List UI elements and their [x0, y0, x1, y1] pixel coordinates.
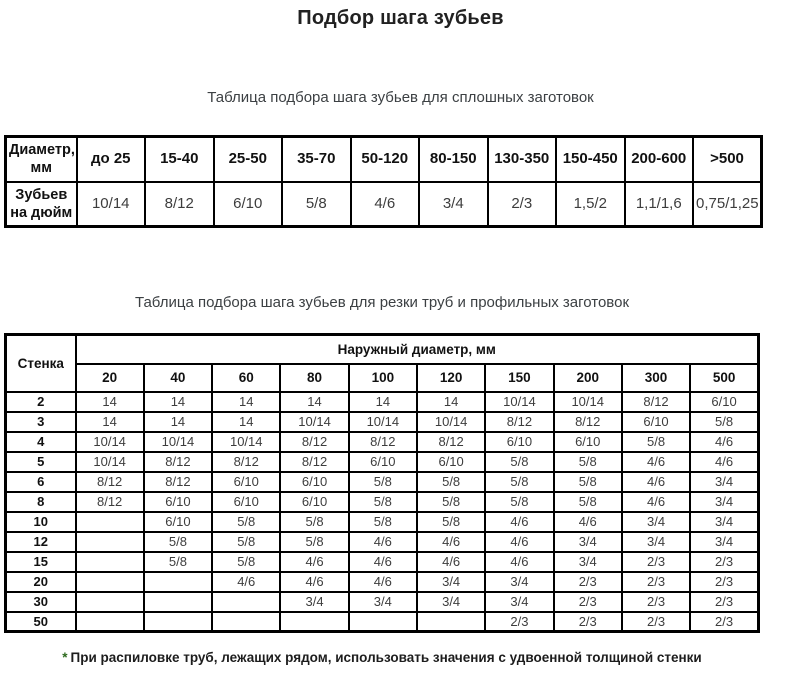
- outer-diameter-group-header: Наружный диаметр, мм: [76, 335, 759, 364]
- pitch-value-cell: 5/8: [554, 472, 622, 492]
- tpi-value-cell: 0,75/1,25: [693, 182, 762, 227]
- tpi-value-cell: 3/4: [419, 182, 488, 227]
- outer-diameter-header: 200: [554, 364, 622, 392]
- footnote: [0, 650, 764, 665]
- pitch-value-cell: 8/12: [76, 492, 144, 512]
- pitch-value-cell: 5/8: [280, 512, 348, 532]
- pitch-value-cell: 6/10: [349, 452, 417, 472]
- diameter-range-header: 25-50: [214, 137, 283, 182]
- pitch-value-cell: 5/8: [554, 452, 622, 472]
- pitch-value-cell: 3/4: [485, 592, 553, 612]
- pitch-value-cell: 10/14: [554, 392, 622, 412]
- footnote-text: При распиловке труб, лежащих рядом, использовать значения с удвоенной толщиной стенки: [70, 650, 702, 665]
- table-row: [6, 612, 759, 632]
- pitch-value-cell: 4/6: [690, 452, 758, 472]
- diameter-range-header: 35-70: [282, 137, 351, 182]
- pitch-value-cell: 2/3: [554, 572, 622, 592]
- table-row: [6, 552, 759, 572]
- pitch-value-cell: 5/8: [417, 492, 485, 512]
- tpi-value-cell: 8/12: [145, 182, 214, 227]
- table-row: [6, 592, 759, 612]
- pitch-value-cell: 2/3: [622, 592, 690, 612]
- pipe-profile-table: [4, 333, 760, 633]
- outer-diameter-header: 150: [485, 364, 553, 392]
- pitch-value-cell: 6/10: [554, 432, 622, 452]
- pitch-value-cell: 6/10: [280, 472, 348, 492]
- pitch-value-cell: 5/8: [622, 432, 690, 452]
- pitch-value-cell: 6/10: [485, 432, 553, 452]
- outer-diameter-header: 300: [622, 364, 690, 392]
- pitch-value-cell: 4/6: [280, 552, 348, 572]
- pitch-value-cell: 4/6: [349, 572, 417, 592]
- wall-thickness-cell: 50: [6, 612, 76, 632]
- outer-diameter-header: 120: [417, 364, 485, 392]
- pitch-value-cell: 3/4: [554, 532, 622, 552]
- pitch-value-cell: [144, 572, 212, 592]
- pitch-value-cell: 2/3: [690, 612, 758, 632]
- pitch-value-cell: 2/3: [622, 572, 690, 592]
- pitch-value-cell: 4/6: [622, 452, 690, 472]
- pitch-value-cell: 5/8: [485, 452, 553, 472]
- wall-thickness-cell: 20: [6, 572, 76, 592]
- pitch-value-cell: 3/4: [690, 492, 758, 512]
- pitch-value-cell: 4/6: [690, 432, 758, 452]
- pitch-value-cell: 4/6: [417, 532, 485, 552]
- pitch-value-cell: 8/12: [212, 452, 280, 472]
- pitch-value-cell: 14: [212, 392, 280, 412]
- pitch-value-cell: 10/14: [76, 452, 144, 472]
- tpi-value-cell: 4/6: [351, 182, 420, 227]
- pitch-value-cell: 8/12: [417, 432, 485, 452]
- diameter-range-header: 130-350: [488, 137, 557, 182]
- pitch-value-cell: 5/8: [349, 472, 417, 492]
- pitch-value-cell: 4/6: [622, 492, 690, 512]
- pitch-value-cell: 5/8: [212, 552, 280, 572]
- pitch-value-cell: 5/8: [349, 512, 417, 532]
- pitch-value-cell: 6/10: [144, 492, 212, 512]
- wall-thickness-cell: 30: [6, 592, 76, 612]
- pitch-value-cell: 14: [417, 392, 485, 412]
- pitch-value-cell: 2/3: [622, 552, 690, 572]
- table-row: [6, 492, 759, 512]
- diameter-range-header: 150-450: [556, 137, 625, 182]
- pitch-value-cell: 5/8: [485, 492, 553, 512]
- diameter-range-header: 15-40: [145, 137, 214, 182]
- pitch-value-cell: 3/4: [280, 592, 348, 612]
- table-row: [6, 335, 759, 364]
- pitch-value-cell: [212, 612, 280, 632]
- pitch-value-cell: 4/6: [349, 532, 417, 552]
- pitch-value-cell: 2/3: [690, 592, 758, 612]
- pitch-value-cell: 4/6: [554, 512, 622, 532]
- pitch-value-cell: 4/6: [622, 472, 690, 492]
- pitch-value-cell: 5/8: [485, 472, 553, 492]
- table-row: [6, 412, 759, 432]
- pitch-value-cell: 6/10: [622, 412, 690, 432]
- pitch-value-cell: 10/14: [212, 432, 280, 452]
- pitch-value-cell: 8/12: [485, 412, 553, 432]
- pitch-value-cell: 5/8: [212, 532, 280, 552]
- pitch-value-cell: 6/10: [417, 452, 485, 472]
- pitch-value-cell: 8/12: [280, 432, 348, 452]
- pitch-value-cell: 10/14: [280, 412, 348, 432]
- wall-thickness-cell: 10: [6, 512, 76, 532]
- pitch-value-cell: 3/4: [349, 592, 417, 612]
- pitch-value-cell: 2/3: [690, 552, 758, 572]
- pitch-value-cell: 8/12: [622, 392, 690, 412]
- diameter-range-header: >500: [693, 137, 762, 182]
- pitch-value-cell: 14: [280, 392, 348, 412]
- wall-thickness-cell: 15: [6, 552, 76, 572]
- tpi-value-cell: 6/10: [214, 182, 283, 227]
- pitch-value-cell: 4/6: [417, 552, 485, 572]
- tpi-value-cell: 10/14: [77, 182, 146, 227]
- outer-diameter-header: 20: [76, 364, 144, 392]
- outer-diameter-header: 80: [280, 364, 348, 392]
- wall-thickness-cell: 3: [6, 412, 76, 432]
- table-row: [6, 452, 759, 472]
- pitch-value-cell: 2/3: [690, 572, 758, 592]
- solid-stock-table: [4, 135, 763, 228]
- pitch-value-cell: 8/12: [144, 472, 212, 492]
- table1-caption: Таблица подбора шага зубьев для сплошных заготовок: [207, 89, 594, 106]
- pitch-value-cell: 14: [349, 392, 417, 412]
- diameter-row-header: Диаметр, мм: [6, 137, 77, 182]
- pitch-value-cell: 3/4: [622, 512, 690, 532]
- pitch-value-cell: [76, 612, 144, 632]
- pitch-value-cell: 8/12: [144, 452, 212, 472]
- diameter-range-header: 200-600: [625, 137, 694, 182]
- diameter-range-header: 50-120: [351, 137, 420, 182]
- pitch-value-cell: 14: [76, 412, 144, 432]
- table-row: [6, 432, 759, 452]
- pitch-value-cell: 6/10: [144, 512, 212, 532]
- pitch-value-cell: [76, 592, 144, 612]
- table2-caption: Таблица подбора шага зубьев для резки труб и профильных заготовок: [134, 294, 630, 311]
- pitch-value-cell: 3/4: [622, 532, 690, 552]
- wall-column-header: Стенка: [6, 335, 76, 392]
- pitch-value-cell: 8/12: [280, 452, 348, 472]
- pitch-value-cell: 8/12: [554, 412, 622, 432]
- pitch-value-cell: 5/8: [690, 412, 758, 432]
- outer-diameter-header: 100: [349, 364, 417, 392]
- pitch-value-cell: 5/8: [417, 512, 485, 532]
- table-row: [6, 137, 762, 182]
- pitch-value-cell: 6/10: [212, 472, 280, 492]
- pitch-value-cell: 4/6: [485, 552, 553, 572]
- table-row: [6, 472, 759, 492]
- table-row: [6, 182, 762, 227]
- pitch-value-cell: [417, 612, 485, 632]
- pitch-value-cell: 2/3: [554, 612, 622, 632]
- pitch-value-cell: 2/3: [485, 612, 553, 632]
- diameter-range-header: до 25: [77, 137, 146, 182]
- pitch-value-cell: 5/8: [144, 532, 212, 552]
- pitch-value-cell: 10/14: [485, 392, 553, 412]
- outer-diameter-header: 60: [212, 364, 280, 392]
- pitch-value-cell: [76, 512, 144, 532]
- pitch-value-cell: 4/6: [485, 512, 553, 532]
- tpi-value-cell: 5/8: [282, 182, 351, 227]
- pitch-value-cell: 5/8: [349, 492, 417, 512]
- tpi-value-cell: 2/3: [488, 182, 557, 227]
- pitch-value-cell: 3/4: [690, 532, 758, 552]
- pitch-value-cell: 10/14: [144, 432, 212, 452]
- pitch-value-cell: 3/4: [554, 552, 622, 572]
- pitch-value-cell: 6/10: [280, 492, 348, 512]
- pitch-value-cell: 3/4: [417, 592, 485, 612]
- pitch-value-cell: 10/14: [417, 412, 485, 432]
- pitch-value-cell: 8/12: [76, 472, 144, 492]
- wall-thickness-cell: 5: [6, 452, 76, 472]
- pitch-value-cell: 2/3: [554, 592, 622, 612]
- pitch-value-cell: 14: [144, 392, 212, 412]
- pitch-value-cell: 14: [76, 392, 144, 412]
- pitch-value-cell: [76, 552, 144, 572]
- pitch-value-cell: [349, 612, 417, 632]
- outer-diameter-header: 500: [690, 364, 758, 392]
- pitch-value-cell: [144, 592, 212, 612]
- pitch-value-cell: 3/4: [417, 572, 485, 592]
- pitch-value-cell: 3/4: [690, 472, 758, 492]
- pitch-value-cell: 5/8: [212, 512, 280, 532]
- page-title: Подбор шага зубьев: [297, 7, 504, 29]
- pitch-value-cell: 3/4: [485, 572, 553, 592]
- pitch-value-cell: 6/10: [212, 492, 280, 512]
- pitch-value-cell: 4/6: [349, 552, 417, 572]
- pitch-value-cell: [212, 592, 280, 612]
- pitch-value-cell: 4/6: [280, 572, 348, 592]
- pitch-value-cell: 10/14: [349, 412, 417, 432]
- pitch-value-cell: 6/10: [690, 392, 758, 412]
- tpi-value-cell: 1,5/2: [556, 182, 625, 227]
- table-row: [6, 512, 759, 532]
- pitch-value-cell: [76, 532, 144, 552]
- pitch-value-cell: 4/6: [212, 572, 280, 592]
- wall-thickness-cell: 2: [6, 392, 76, 412]
- pitch-value-cell: 14: [212, 412, 280, 432]
- pitch-value-cell: [76, 572, 144, 592]
- pitch-value-cell: 3/4: [690, 512, 758, 532]
- tpi-value-cell: 1,1/1,6: [625, 182, 694, 227]
- footnote-asterisk: *: [62, 650, 68, 665]
- pitch-value-cell: 14: [144, 412, 212, 432]
- pitch-value-cell: 4/6: [485, 532, 553, 552]
- wall-thickness-cell: 4: [6, 432, 76, 452]
- table-row: [6, 532, 759, 552]
- outer-diameter-header: 40: [144, 364, 212, 392]
- wall-thickness-cell: 8: [6, 492, 76, 512]
- pitch-value-cell: 5/8: [417, 472, 485, 492]
- tpi-row-header: Зубьев на дюйм: [6, 182, 77, 227]
- wall-thickness-cell: 6: [6, 472, 76, 492]
- pitch-value-cell: 5/8: [144, 552, 212, 572]
- diameter-range-header: 80-150: [419, 137, 488, 182]
- pitch-value-cell: [144, 612, 212, 632]
- pitch-value-cell: 5/8: [554, 492, 622, 512]
- table-row: [6, 392, 759, 412]
- table-row: [6, 572, 759, 592]
- pitch-value-cell: [280, 612, 348, 632]
- wall-thickness-cell: 12: [6, 532, 76, 552]
- pitch-value-cell: 8/12: [349, 432, 417, 452]
- pitch-value-cell: 2/3: [622, 612, 690, 632]
- pitch-value-cell: 10/14: [76, 432, 144, 452]
- pitch-value-cell: 5/8: [280, 532, 348, 552]
- table-row: [6, 364, 759, 392]
